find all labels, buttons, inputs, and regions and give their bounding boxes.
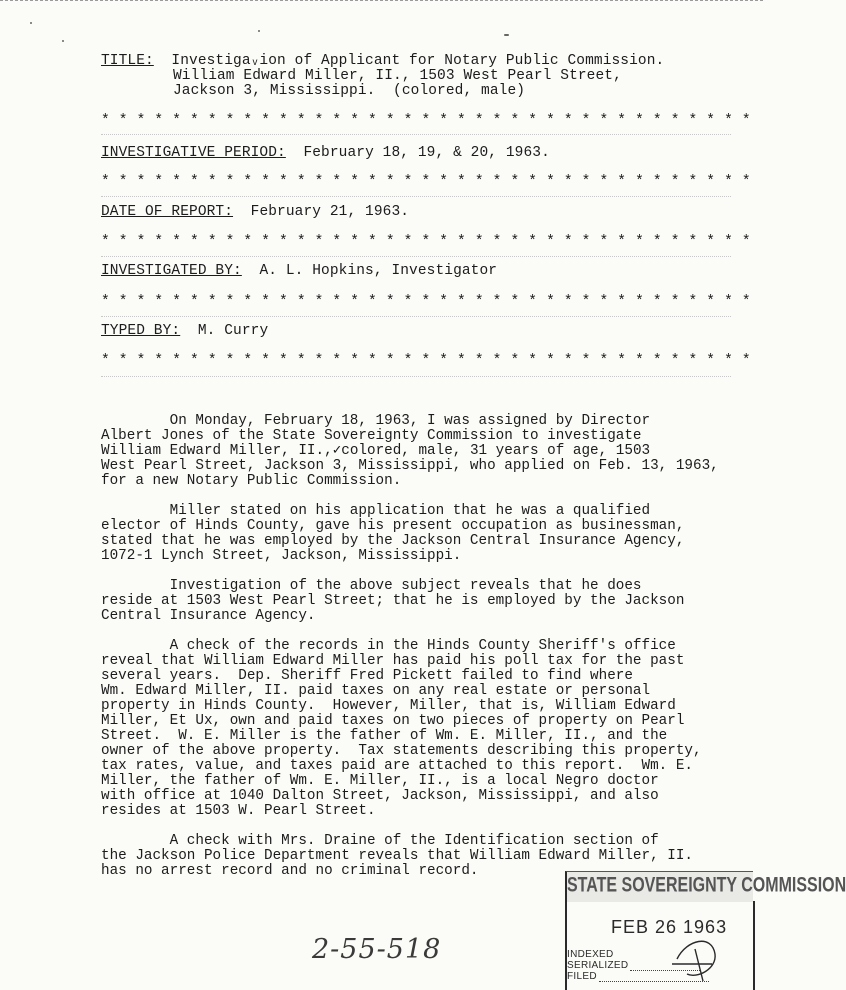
scan-speck <box>258 30 260 32</box>
body-line: property in Hinds County. However, Miller, that is, William Edward <box>101 698 676 714</box>
body-line: with office at 1040 Dalton Street, Jackson, Mississippi, and also <box>101 788 659 804</box>
date-of-report-value: February 21, 1963. <box>250 204 410 220</box>
body-line: William Edward Miller, II.,✓colored, male, 31 years of age, 1503 <box>101 443 651 459</box>
date-of-report-label: DATE OF REPORT: <box>101 204 234 220</box>
handwritten-file-number: 2-55-518 <box>312 934 442 965</box>
stamp-indexed-label: INDEXED <box>567 949 614 960</box>
separator-dots <box>101 256 731 258</box>
title-line-3: Jackson 3, Mississippi. (colored, male) <box>173 83 526 99</box>
body-line: several years. Dep. Sheriff Fred Pickett failed to find where <box>101 668 633 684</box>
separator-dots <box>101 134 731 136</box>
body-line: resides at 1503 W. Pearl Street. <box>101 803 376 819</box>
stamp-serialized-label: SERIALIZED <box>567 960 629 971</box>
investigative-period <box>101 146 550 161</box>
investigated-by <box>101 264 497 279</box>
body-line: Investigation of the above subject reveals that he does <box>101 578 642 594</box>
stamp-indexed-row <box>567 949 614 960</box>
title-label: TITLE: <box>101 53 154 69</box>
body-line: 1072-1 Lynch Street, Jackson, Mississippi. <box>101 548 462 564</box>
body-line: A check with Mrs. Draine of the Identification section of <box>101 833 659 849</box>
body-line: Street. W. E. Miller is the father of Wm. E. Miller, II., and the <box>101 728 668 744</box>
scan-edge <box>0 0 763 4</box>
body-line: Wm. Edward Miller, II. paid taxes on any real estate or personal <box>101 683 651 699</box>
separator-dots <box>101 316 731 318</box>
body-line: On Monday, February 18, 1963, I was assigned by Director <box>101 413 651 429</box>
investigated-by-label: INVESTIGATED BY: <box>101 263 242 279</box>
body-line: Albert Jones of the State Sovereignty Commission to investigate <box>101 428 642 444</box>
separator-dots <box>101 196 731 198</box>
title-line-2: William Edward Miller, II., 1503 West Pearl Street, <box>173 68 622 84</box>
title-line-1: Investigaᵥion of Applicant for Notary Public Commission. <box>171 53 665 69</box>
title-section <box>101 54 664 69</box>
body-line: the Jackson Police Department reveals that William Edward Miller, II. <box>101 848 693 864</box>
body-line: for a new Notary Public Commission. <box>101 473 402 489</box>
typed-by-label: TYPED BY: <box>101 323 181 339</box>
stamp-title: STATE SOVEREIGNTY COMMISSION <box>567 873 846 897</box>
investigative-period-label: INVESTIGATIVE PERIOD: <box>101 145 286 161</box>
separator-stars: * * * * * * * * * * * * * * * * * * * * * * * * * * * * * * * * * * * * * <box>101 174 751 190</box>
body-line: has no arrest record and no criminal record. <box>101 863 479 879</box>
date-of-report <box>101 205 409 220</box>
stamp-date: FEB 26 1963 <box>611 917 728 937</box>
typed-by-value: M. Curry <box>197 323 269 339</box>
receipt-stamp <box>557 863 846 990</box>
investigative-period-value: February 18, 19, & 20, 1963. <box>303 145 550 161</box>
body-line: owner of the above property. Tax statements describing this property, <box>101 743 702 759</box>
separator-stars: * * * * * * * * * * * * * * * * * * * * * * * * * * * * * * * * * * * * * <box>101 234 751 250</box>
body-line: reside at 1503 West Pearl Street; that he is employed by the Jackson <box>101 593 685 609</box>
body-line: Miller, Et Ux, own and paid taxes on two pieces of property on Pearl <box>101 713 685 729</box>
handwritten-initials-icon <box>667 929 727 984</box>
scan-speck <box>62 40 64 42</box>
body-line: stated that he was employed by the Jackson Central Insurance Agency, <box>101 533 685 549</box>
body-line: A check of the records in the Hinds County Sheriff's office <box>101 638 676 654</box>
separator-stars: * * * * * * * * * * * * * * * * * * * * * * * * * * * * * * * * * * * * * <box>101 353 751 369</box>
body-line: elector of Hinds County, gave his present occupation as businessman, <box>101 518 685 534</box>
separator-stars: * * * * * * * * * * * * * * * * * * * * * * * * * * * * * * * * * * * * * <box>101 113 751 129</box>
body-line: reveal that William Edward Miller has paid his poll tax for the past <box>101 653 685 669</box>
body-line: Miller, the father of Wm. E. Miller, II., is a local Negro doctor <box>101 773 659 789</box>
body-line: Miller stated on his application that he was a qualified <box>101 503 651 519</box>
stamp-filed-label: FILED <box>567 971 597 982</box>
separator-stars: * * * * * * * * * * * * * * * * * * * * * * * * * * * * * * * * * * * * * <box>101 294 751 310</box>
scan-speck <box>504 34 509 36</box>
separator-dots <box>101 376 731 378</box>
investigated-by-value: A. L. Hopkins, Investigator <box>259 263 498 279</box>
typed-by <box>101 324 268 339</box>
body-line: Central Insurance Agency. <box>101 608 316 624</box>
scan-speck <box>30 22 32 24</box>
body-line: West Pearl Street, Jackson 3, Mississippi, who applied on Feb. 13, 1963, <box>101 458 719 474</box>
body-line: tax rates, value, and taxes paid are attached to this report. Wm. E. <box>101 758 693 774</box>
